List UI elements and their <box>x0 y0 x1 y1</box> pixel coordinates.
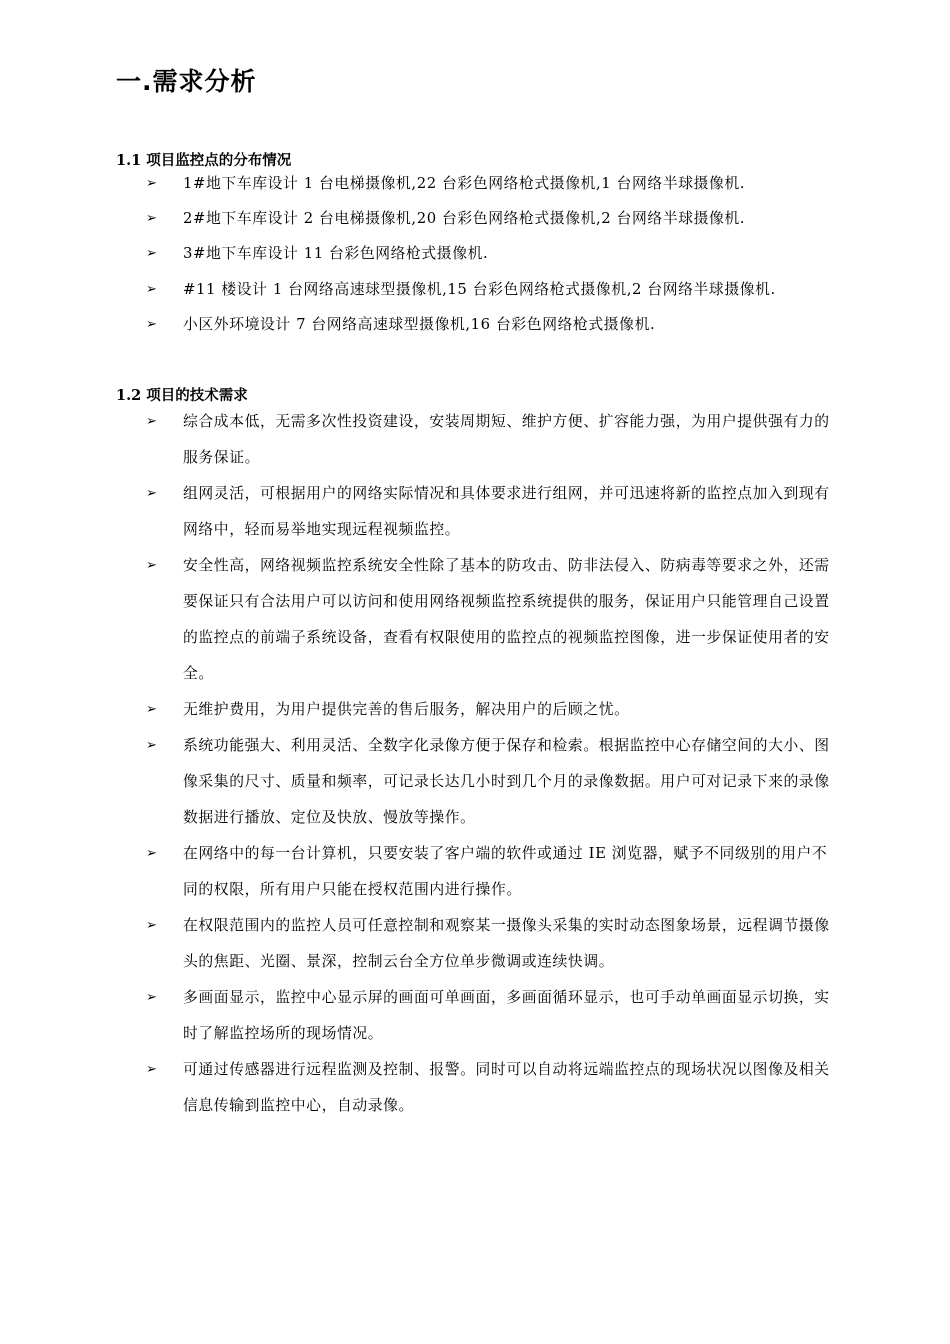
list-item: ➢ 无维护费用，为用户提供完善的售后服务，解决用户的后顾之忧。 <box>0 692 833 728</box>
distribution-list <box>0 172 950 348</box>
list-item: ➢ 可通过传感器进行远程监测及控制、报警。同时可以自动将远端监控点的现场状况以图像及相关信息传输到监控中心，自动录像。 <box>0 1052 833 1124</box>
arrow-bullet-icon: ➢ <box>146 846 158 861</box>
list-item: ➢ 小区外环境设计 7 台网络高速球型摄像机,16 台彩色网络枪式摄像机. <box>0 313 833 337</box>
arrow-bullet-icon: ➢ <box>146 702 158 717</box>
arrow-bullet-icon: ➢ <box>146 211 158 227</box>
section-heading-distribution: 1.1 项目监控点的分布情况 <box>116 152 292 169</box>
list-item: ➢ 组网灵活，可根据用户的网络实际情况和具体要求进行组网，并可迅速将新的监控点加入到现有网络中，轻而易举地实现远程视频监控。 <box>0 476 833 548</box>
section-heading-requirements: 1.2 项目的技术需求 <box>116 387 248 404</box>
list-item: ➢ 2#地下车库设计 2 台电梯摄像机,20 台彩色网络枪式摄像机,2 台网络半球摄像机. <box>0 207 833 231</box>
arrow-bullet-icon: ➢ <box>146 990 158 1005</box>
arrow-bullet-icon: ➢ <box>146 316 158 332</box>
list-item: ➢ 安全性高，网络视频监控系统安全性除了基本的防攻击、防非法侵入、防病毒等要求之外，还需要保证只有合法用户可以访问和使用网络视频监控系统提供的服务，保证用户只能管理自己设置的监控点的前端子系统设备，查看有权限使用的监控点的视频监控图像，进一步保证使用者的安全。 <box>0 548 833 692</box>
arrow-bullet-icon: ➢ <box>146 1062 158 1077</box>
arrow-bullet-icon: ➢ <box>146 558 158 573</box>
arrow-bullet-icon: ➢ <box>146 176 158 191</box>
list-item: ➢ 1#地下车库设计 1 台电梯摄像机,22 台彩色网络枪式摄像机,1 台网络半球摄像机. <box>0 172 833 196</box>
requirements-list <box>0 404 950 1124</box>
list-item: ➢ 3#地下车库设计 11 台彩色网络枪式摄像机. <box>0 242 833 266</box>
arrow-bullet-icon: ➢ <box>146 918 158 933</box>
list-item: ➢ 综合成本低，无需多次性投资建设，安装周期短、维护方便、扩容能力强，为用户提供强有力的服务保证。 <box>0 404 833 476</box>
arrow-bullet-icon: ➢ <box>146 246 158 262</box>
list-item: ➢ 多画面显示，监控中心显示屏的画面可单画面，多画面循环显示，也可手动单画面显示切换，实时了解监控场所的现场情况。 <box>0 980 833 1052</box>
list-item: ➢ 系统功能强大、利用灵活、全数字化录像方便于保存和检索。根据监控中心存储空间的大小、图像采集的尺寸、质量和频率，可记录长达几小时到几个月的录像数据。用户可对记录下来的录像数据进行播放、定位及快放、慢放等操作。 <box>0 728 833 836</box>
arrow-bullet-icon: ➢ <box>146 738 158 753</box>
arrow-bullet-icon: ➢ <box>146 414 158 429</box>
list-item: ➢ 在权限范围内的监控人员可任意控制和观察某一摄像头采集的实时动态图象场景，远程调节摄像头的焦距、光圈、景深，控制云台全方位单步微调或连续快调。 <box>0 908 833 980</box>
page-title: 一.需求分析 <box>116 67 257 96</box>
list-item: ➢ 在网络中的每一台计算机，只要安装了客户端的软件或通过 IE 浏览器，赋予不同级别的用户不同的权限，所有用户只能在授权范围内进行操作。 <box>0 836 833 908</box>
list-item: ➢ #11 楼设计 1 台网络高速球型摄像机,15 台彩色网络枪式摄像机,2 台网络半球摄像机. <box>0 278 833 302</box>
arrow-bullet-icon: ➢ <box>146 281 158 297</box>
arrow-bullet-icon: ➢ <box>146 486 158 501</box>
